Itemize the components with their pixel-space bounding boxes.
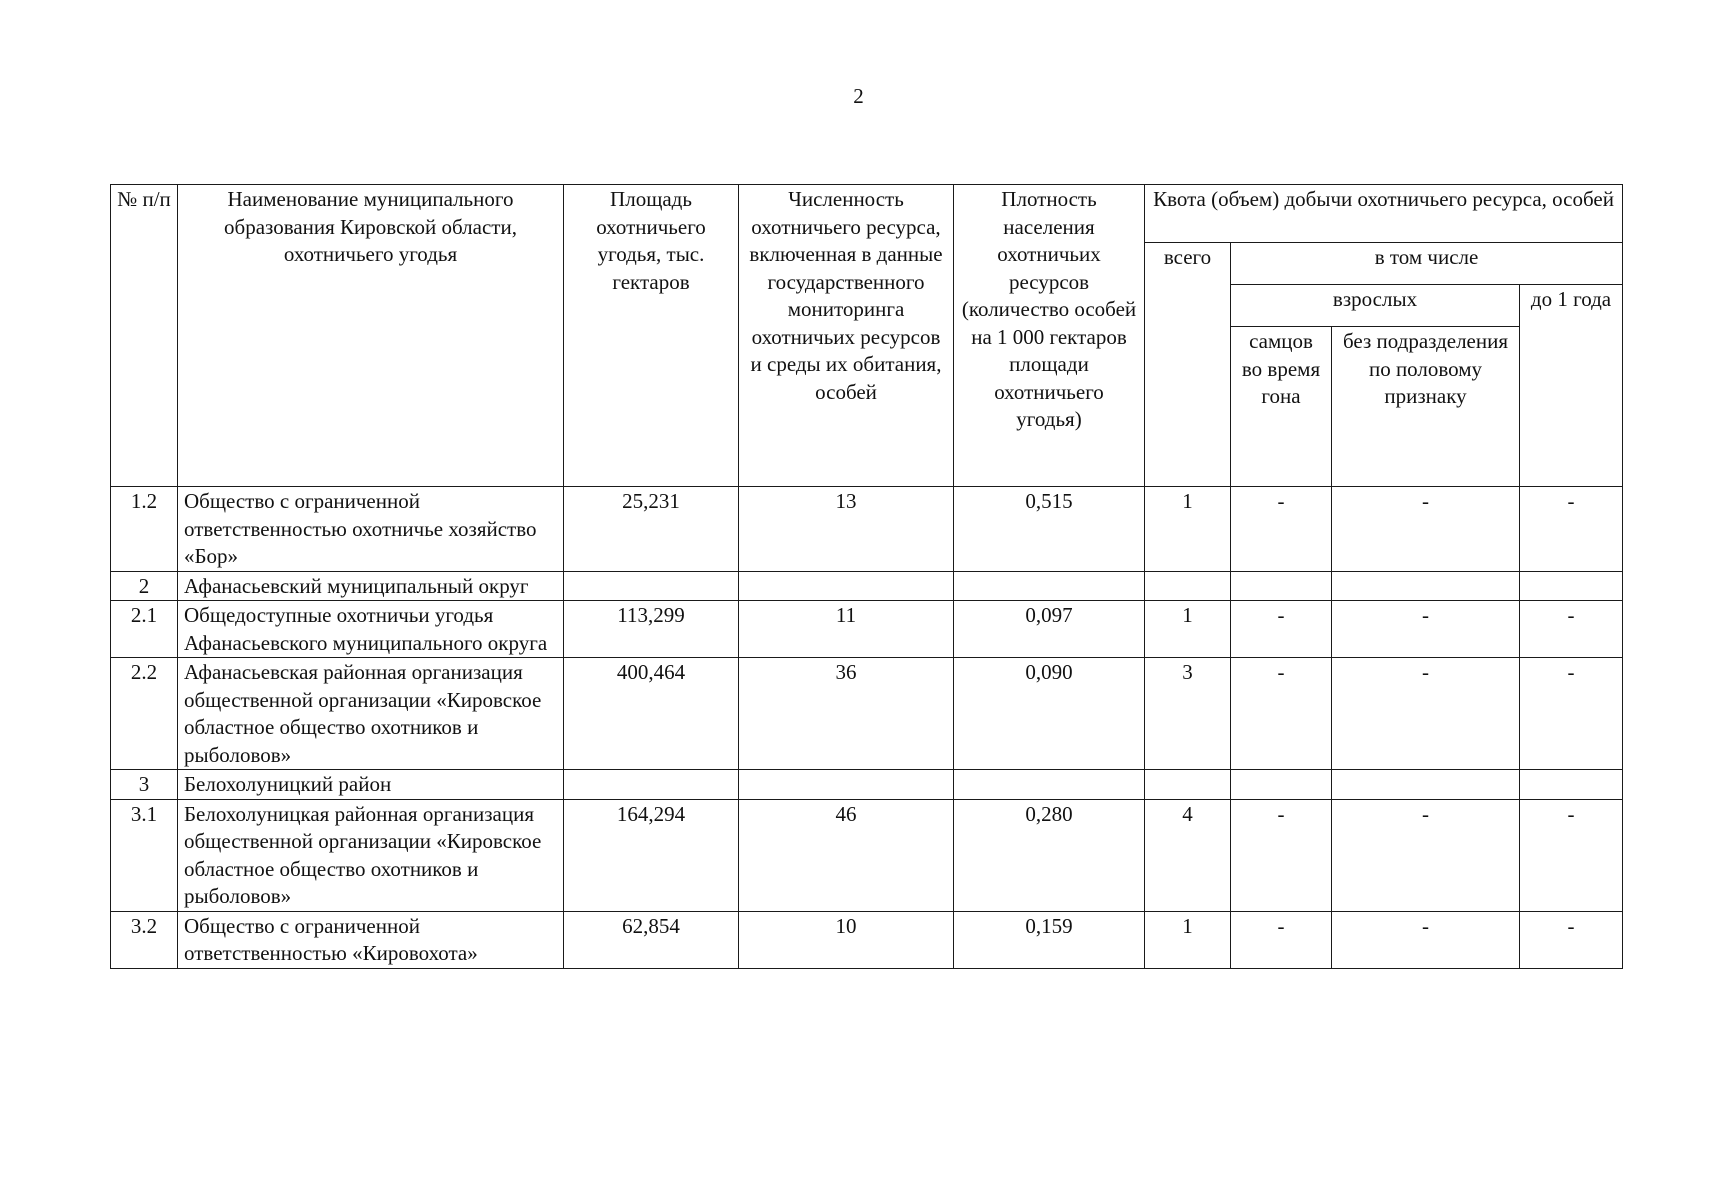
header-num: № п/п bbox=[111, 185, 178, 487]
cell-num: 1.2 bbox=[111, 487, 178, 572]
cell-young: - bbox=[1520, 487, 1623, 572]
cell-count: 10 bbox=[739, 911, 954, 968]
cell-nosex: - bbox=[1332, 799, 1520, 911]
cell-area: 25,231 bbox=[564, 487, 739, 572]
cell-total: 4 bbox=[1145, 799, 1231, 911]
cell-young: - bbox=[1520, 911, 1623, 968]
table-row bbox=[111, 571, 1623, 601]
cell-area: 400,464 bbox=[564, 658, 739, 770]
cell-count: 11 bbox=[739, 601, 954, 658]
cell-total: 1 bbox=[1145, 601, 1231, 658]
cell-area bbox=[564, 770, 739, 800]
header-density: Плотность населения охотничьих ресурсов (количество особей на 1 000 гектаров площади охотничьего угодья) bbox=[954, 185, 1145, 487]
table-row bbox=[111, 911, 1623, 968]
cell-num: 2.1 bbox=[111, 601, 178, 658]
cell-nosex bbox=[1332, 571, 1520, 601]
cell-total: 3 bbox=[1145, 658, 1231, 770]
cell-total: 1 bbox=[1145, 487, 1231, 572]
cell-young: - bbox=[1520, 799, 1623, 911]
cell-count: 36 bbox=[739, 658, 954, 770]
header-total: всего bbox=[1145, 243, 1231, 487]
cell-males: - bbox=[1231, 601, 1332, 658]
cell-nosex: - bbox=[1332, 487, 1520, 572]
cell-density: 0,097 bbox=[954, 601, 1145, 658]
cell-count bbox=[739, 770, 954, 800]
cell-name: Белохолуницкая районная организация общественной организации «Кировское областное общество охотников и рыболовов» bbox=[178, 799, 564, 911]
cell-count: 13 bbox=[739, 487, 954, 572]
cell-density bbox=[954, 770, 1145, 800]
header-quota: Квота (объем) добычи охотничьего ресурса, особей bbox=[1145, 185, 1623, 243]
cell-young: - bbox=[1520, 601, 1623, 658]
cell-area: 113,299 bbox=[564, 601, 739, 658]
cell-nosex: - bbox=[1332, 658, 1520, 770]
cell-name: Общество с ограниченной ответственностью «Кировохота» bbox=[178, 911, 564, 968]
header-name: Наименование муниципального образования Кировской области, охотничьего угодья bbox=[178, 185, 564, 487]
cell-young: - bbox=[1520, 658, 1623, 770]
cell-num: 2 bbox=[111, 571, 178, 601]
header-no-sex-division: без подразделения по половому признаку bbox=[1332, 327, 1520, 487]
cell-name: Белохолуницкий район bbox=[178, 770, 564, 800]
cell-num: 3 bbox=[111, 770, 178, 800]
table-row bbox=[111, 487, 1623, 572]
header-adults: взрослых bbox=[1231, 285, 1520, 327]
hunting-quota-table bbox=[110, 184, 1623, 969]
cell-young bbox=[1520, 770, 1623, 800]
cell-density: 0,515 bbox=[954, 487, 1145, 572]
cell-name: Афанасьевская районная организация общественной организации «Кировское областное общество охотников и рыболовов» bbox=[178, 658, 564, 770]
cell-name: Общедоступные охотничьи угодья Афанасьевского муниципального округа bbox=[178, 601, 564, 658]
cell-nosex bbox=[1332, 770, 1520, 800]
cell-area: 62,854 bbox=[564, 911, 739, 968]
cell-young bbox=[1520, 571, 1623, 601]
cell-density: 0,159 bbox=[954, 911, 1145, 968]
cell-num: 2.2 bbox=[111, 658, 178, 770]
cell-density bbox=[954, 571, 1145, 601]
page-number: 2 bbox=[853, 84, 864, 108]
cell-density: 0,090 bbox=[954, 658, 1145, 770]
table-row bbox=[111, 799, 1623, 911]
cell-density: 0,280 bbox=[954, 799, 1145, 911]
cell-males: - bbox=[1231, 658, 1332, 770]
header-males-rut: самцов во время гона bbox=[1231, 327, 1332, 487]
header-under-one-year: до 1 года bbox=[1520, 285, 1623, 487]
cell-total bbox=[1145, 571, 1231, 601]
cell-total bbox=[1145, 770, 1231, 800]
cell-num: 3.1 bbox=[111, 799, 178, 911]
cell-nosex: - bbox=[1332, 601, 1520, 658]
cell-males bbox=[1231, 571, 1332, 601]
cell-males: - bbox=[1231, 487, 1332, 572]
cell-name: Афанасьевский муниципальный округ bbox=[178, 571, 564, 601]
cell-males: - bbox=[1231, 799, 1332, 911]
header-including: в том числе bbox=[1231, 243, 1623, 285]
cell-count bbox=[739, 571, 954, 601]
cell-name: Общество с ограниченной ответственностью охотничье хозяйство «Бор» bbox=[178, 487, 564, 572]
cell-area bbox=[564, 571, 739, 601]
table-row bbox=[111, 770, 1623, 800]
cell-males: - bbox=[1231, 911, 1332, 968]
header-area: Площадь охотничьего угодья, тыс. гектаров bbox=[564, 185, 739, 487]
cell-count: 46 bbox=[739, 799, 954, 911]
table-row bbox=[111, 658, 1623, 770]
cell-area: 164,294 bbox=[564, 799, 739, 911]
table-row bbox=[111, 601, 1623, 658]
cell-males bbox=[1231, 770, 1332, 800]
cell-num: 3.2 bbox=[111, 911, 178, 968]
cell-total: 1 bbox=[1145, 911, 1231, 968]
cell-nosex: - bbox=[1332, 911, 1520, 968]
header-count: Численность охотничьего ресурса, включенная в данные государственного мониторинга охотничьих ресурсов и среды их обитания, особей bbox=[739, 185, 954, 487]
